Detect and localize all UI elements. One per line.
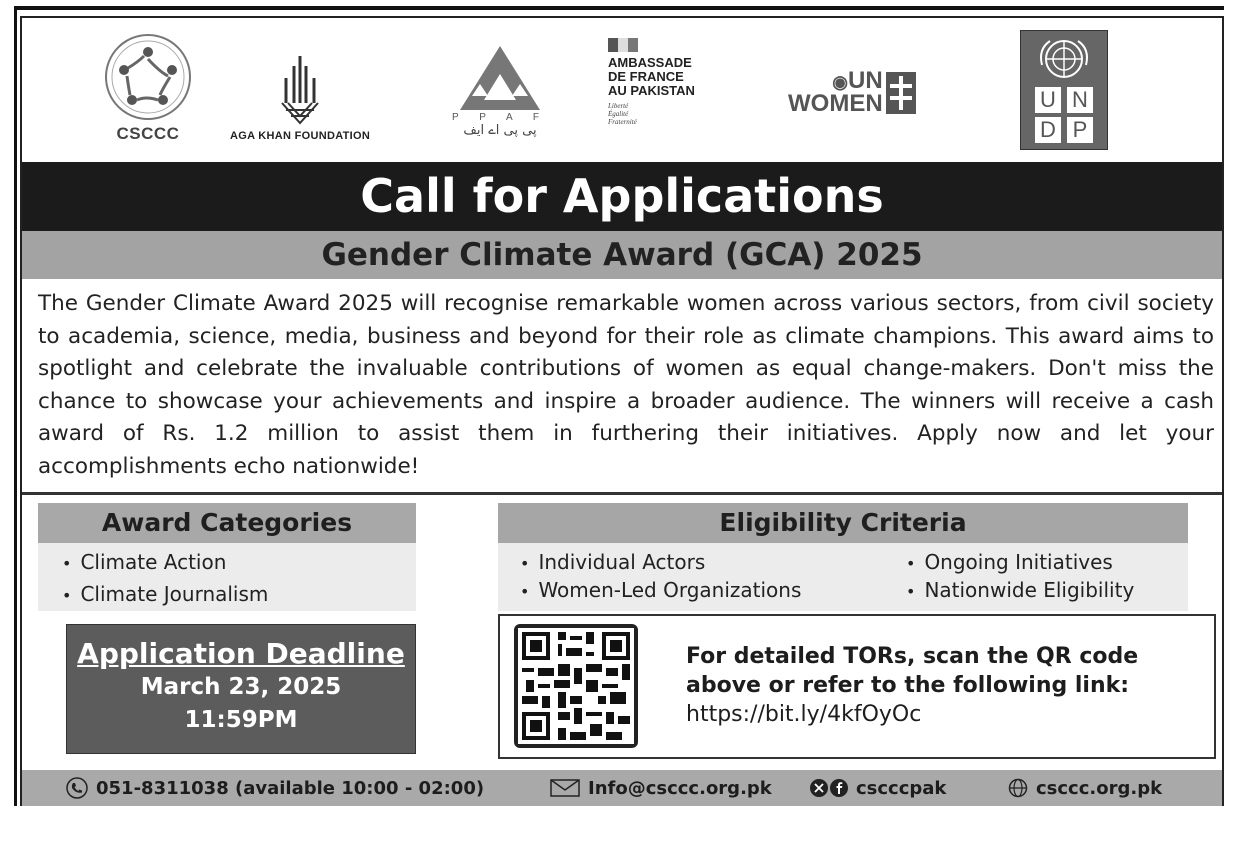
award-category-item: • Climate Action — [62, 547, 416, 579]
deadline-box — [66, 624, 416, 754]
undp-letter-u: U — [1035, 87, 1061, 113]
eligibility-item: • Individual Actors — [520, 547, 705, 579]
footer-social-text: cscccpak — [856, 777, 947, 799]
award-description: The Gender Climate Award 2025 will recognise remarkable women across various sectors, from civil society to academia, science, media, business and beyond for their role as climate champions. This award aims to spotlight and celebrate the invaluable contributions of women as equal change-makers. Don't miss the chance to showcase your achievements and inspire a broader audience. The winners will receive a cash award of Rs. 1.2 million to assist them in furthering their initiatives. Apply now and let your accomplishments echo nationwide! — [38, 291, 1214, 479]
qr-code-icon — [518, 628, 634, 744]
footer-email-text: Info@csccc.org.pk — [588, 777, 772, 799]
footer-website-text: csccc.org.pk — [1036, 777, 1163, 799]
footer-website[interactable] — [1008, 770, 1162, 806]
ppaf-letters: P P A F — [452, 112, 548, 123]
eligibility-item: • Women-Led Organizations — [520, 575, 801, 607]
ambassade-logo — [608, 38, 695, 126]
footer-social[interactable] — [810, 770, 946, 806]
eligibility-heading: Eligibility Criteria — [498, 503, 1188, 543]
deadline-time: 11:59PM — [184, 707, 298, 733]
aga-khan-logo — [230, 48, 370, 142]
award-category-item: • Climate Journalism — [62, 579, 416, 611]
page-subtitle: Gender Climate Award (GCA) 2025 — [22, 231, 1222, 279]
motto-line-1: Liberté — [608, 102, 629, 110]
ambassade-name — [608, 56, 695, 98]
un-globe-icon: ◉ — [832, 72, 848, 92]
tor-link[interactable]: https://bit.ly/4kfOyOc — [686, 702, 922, 727]
un-women-line-1: UN — [847, 67, 883, 94]
qr-code[interactable] — [514, 624, 638, 748]
aga-khan-caption: AGA KHAN FOUNDATION — [230, 130, 371, 142]
advertisement — [20, 16, 1224, 806]
ppaf-logo — [452, 44, 548, 138]
french-flag-icon — [608, 38, 638, 52]
phone-icon — [66, 777, 88, 799]
deadline-heading: Application Deadline — [77, 637, 405, 670]
undp-letter-d: D — [1035, 117, 1061, 143]
x-twitter-icon — [810, 779, 828, 797]
ppaf-urdu: پی پی اے ایف — [463, 123, 537, 138]
qr-line-1: For detailed TORs, scan the QR code — [686, 644, 1139, 669]
page-title: Call for Applications — [22, 162, 1222, 231]
un-women-text — [788, 67, 883, 117]
globe-icon — [1008, 778, 1028, 798]
footer-email[interactable] — [550, 770, 772, 806]
qr-section — [498, 614, 1216, 759]
cscc-emblem-icon — [100, 32, 196, 122]
envelope-icon — [550, 779, 580, 797]
section-divider — [22, 492, 1222, 495]
ambassade-line-1: AMBASSADE — [608, 55, 692, 70]
undp-logo — [1020, 30, 1108, 150]
undp-letter-p: P — [1067, 117, 1093, 143]
frame-left-rule — [14, 6, 17, 806]
qr-line-2: above or refer to the following link: — [686, 673, 1130, 698]
motto-line-3: Fraternité — [608, 118, 637, 126]
qr-instructions — [686, 642, 1138, 700]
ambassade-line-3: AU PAKISTAN — [608, 83, 695, 98]
award-categories-list — [38, 543, 416, 611]
frame-top-rule — [14, 6, 1224, 10]
ambassade-motto — [608, 102, 637, 126]
award-categories-heading: Award Categories — [38, 503, 416, 543]
un-women-line-2: WOMEN — [788, 90, 883, 117]
cscc-caption: CSCCC — [116, 124, 180, 143]
aga-khan-emblem-icon — [260, 48, 340, 128]
facebook-icon — [830, 779, 848, 797]
eligibility-item: • Ongoing Initiatives — [906, 547, 1113, 579]
motto-line-2: Égalité — [608, 110, 629, 118]
un-emblem-icon — [1034, 35, 1094, 85]
undp-box — [1020, 30, 1108, 150]
footer-phone[interactable] — [66, 770, 484, 806]
eligibility-item: • Nationwide Eligibility — [906, 575, 1134, 607]
ppaf-triangle-icon — [458, 44, 542, 112]
eligibility-list — [498, 543, 1188, 611]
footer-phone-text: 051-8311038 (available 10:00 - 02:00) — [96, 777, 485, 799]
un-women-logo — [788, 67, 916, 117]
ambassade-line-2: DE FRANCE — [608, 69, 684, 84]
un-women-symbol-icon — [886, 72, 916, 114]
deadline-date: March 23, 2025 — [140, 674, 342, 700]
cscc-logo — [100, 32, 196, 144]
logo-strip — [22, 18, 1222, 162]
contact-footer — [22, 770, 1222, 806]
undp-letter-n: N — [1067, 87, 1093, 113]
